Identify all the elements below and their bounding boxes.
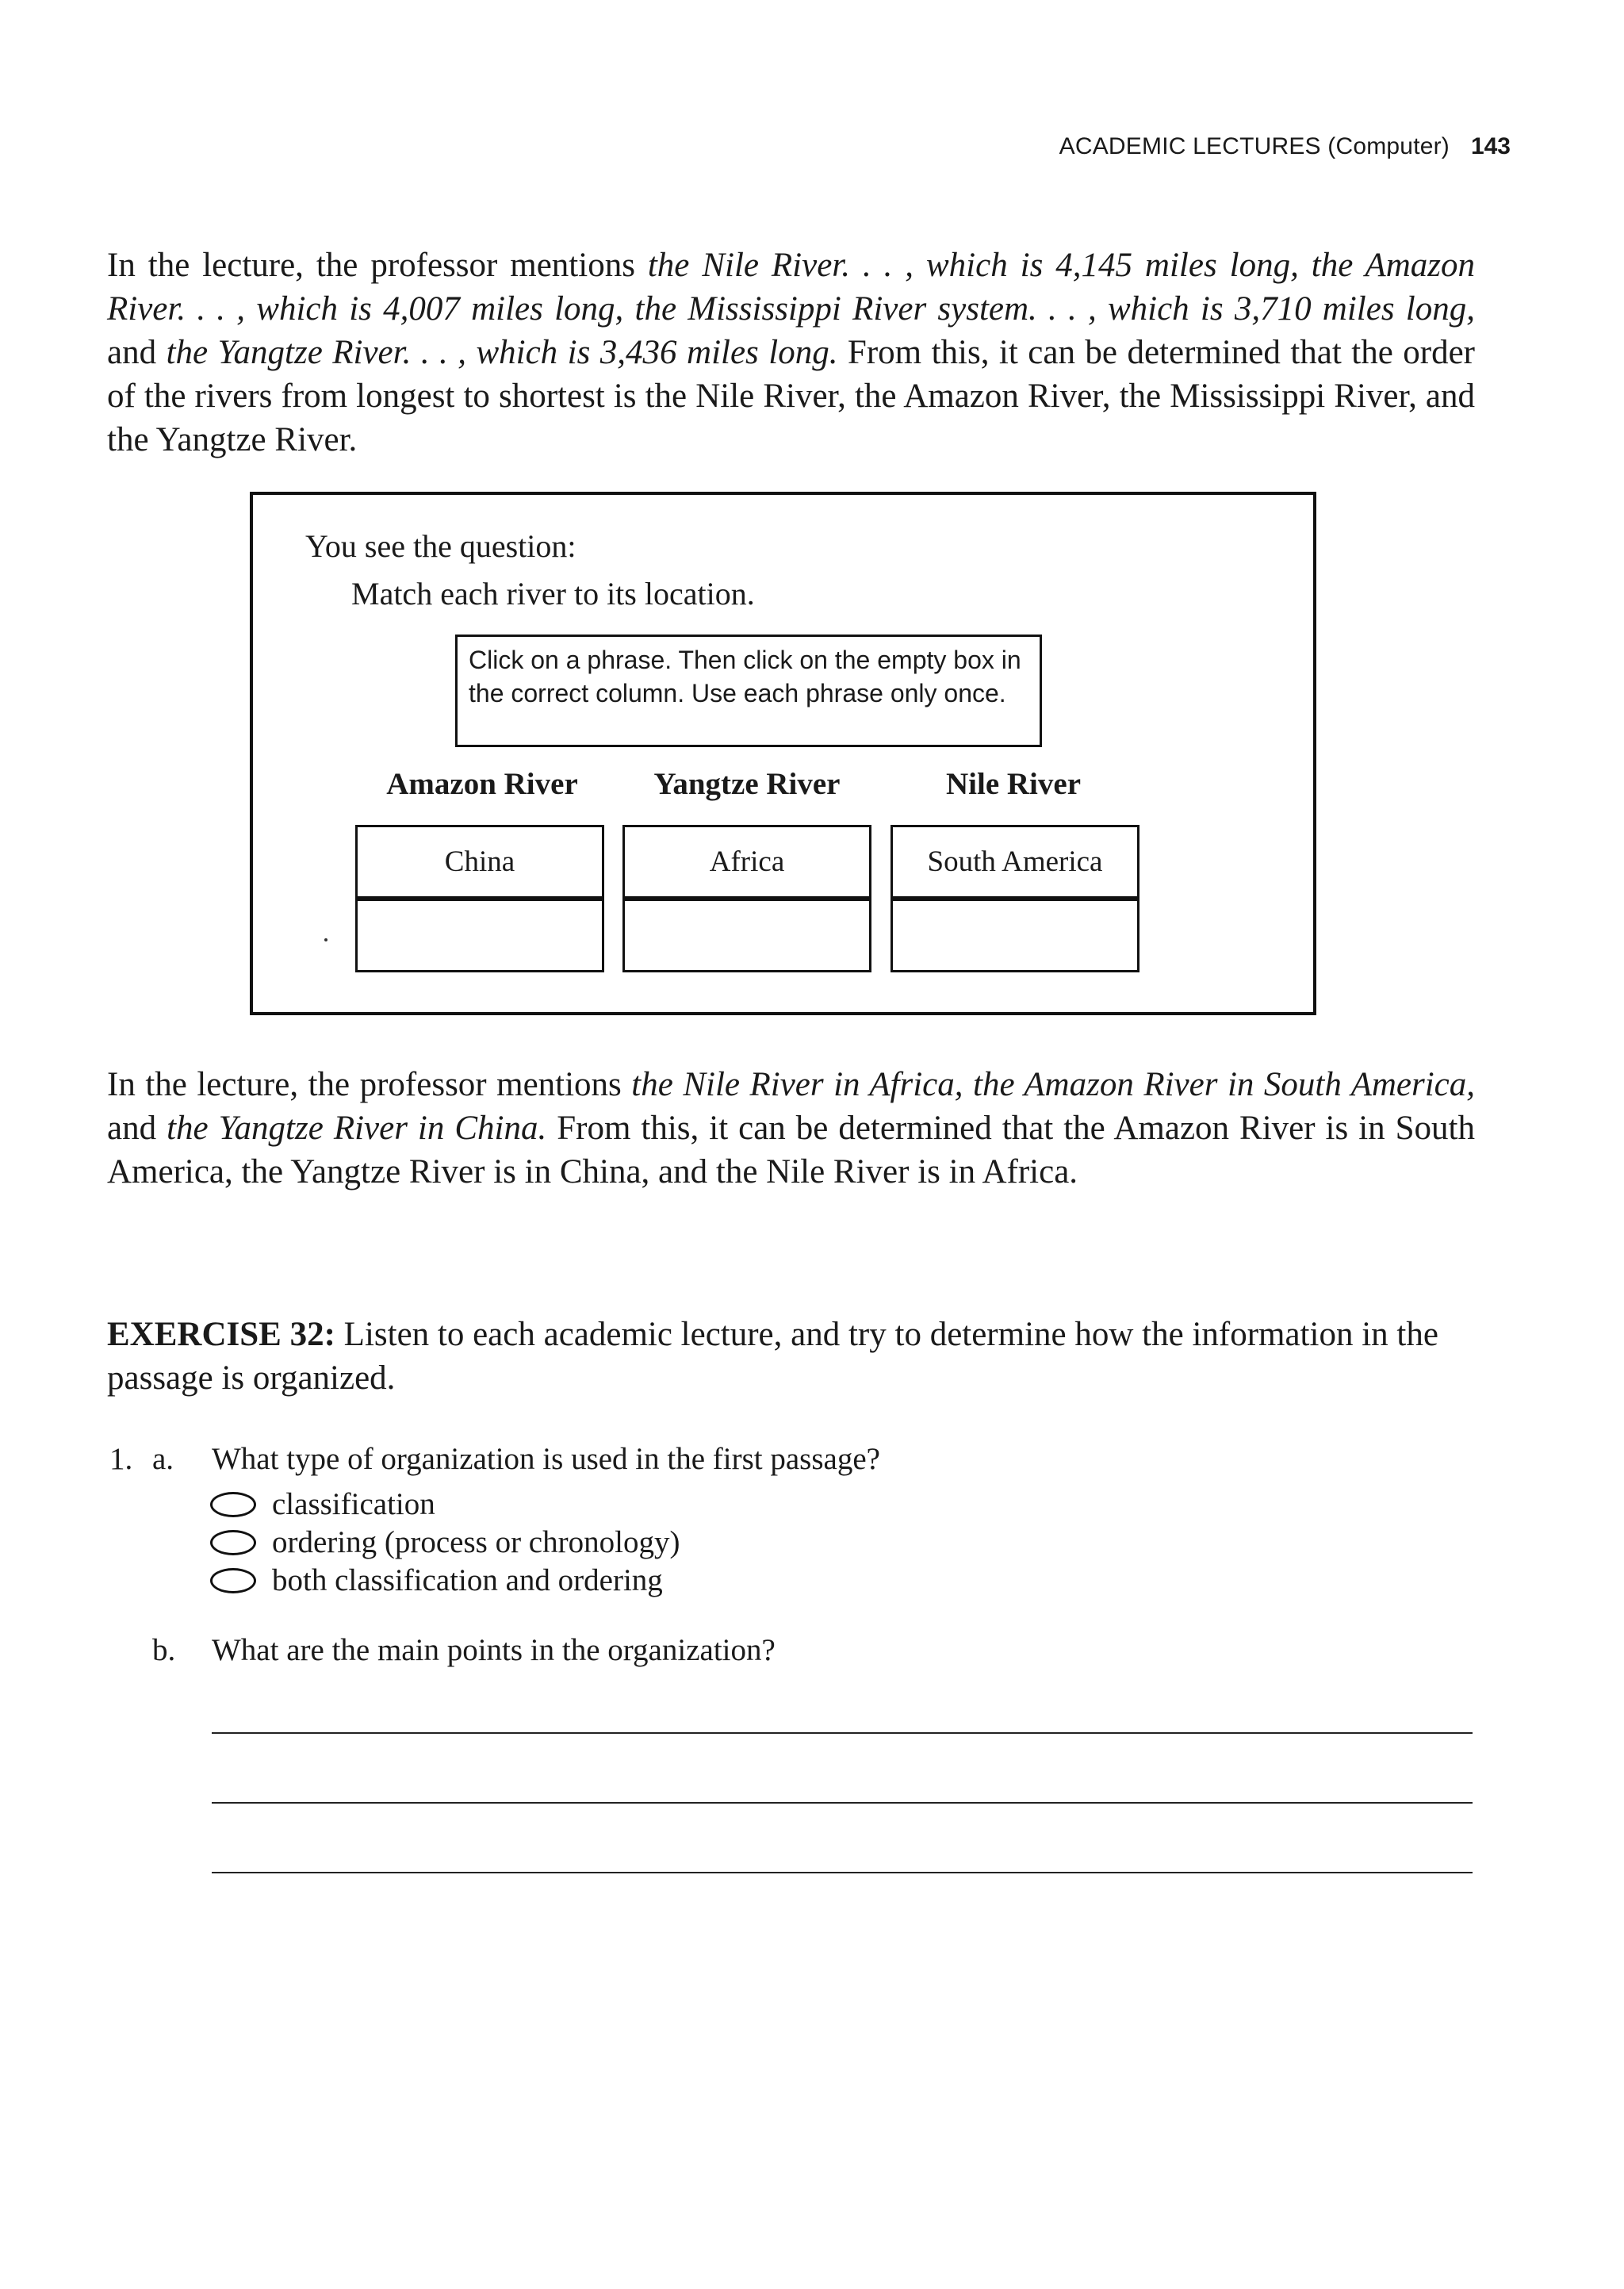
phrase-label: China [444,845,515,878]
phrase-label: South America [927,845,1103,878]
option-classification[interactable] [210,1486,435,1522]
para1-text-2: and [107,334,167,371]
question-number: 1. [109,1442,133,1476]
column-header-yangtze-river: Yangtze River [653,767,841,801]
lecture-explanation-paragraph-2 [107,1063,1475,1194]
answer-line[interactable] [212,1872,1473,1873]
radio-button[interactable] [210,1492,256,1517]
para1-text-3: From this, it can be determined that the order of the rivers from longest to shortest is the Nile River, the Amazon River, the Mississippi River, and the Yangtze River. [107,334,1476,458]
lecture-explanation-paragraph-1 [107,243,1475,462]
radio-button[interactable] [210,1530,256,1555]
page-number: 143 [1470,133,1511,159]
para2-text-2: and [107,1110,167,1147]
answer-box-amazon-river[interactable] [355,899,604,972]
para1-text-1: In the lecture, the professor mentions [107,247,648,284]
option-label: ordering (process or chronology) [272,1525,680,1559]
option-label: both classification and ordering [272,1563,663,1597]
radio-button[interactable] [210,1568,256,1593]
phrase-option-africa[interactable] [622,825,871,899]
print-speck [324,938,327,941]
answer-line[interactable] [212,1802,1473,1804]
option-both[interactable] [210,1562,663,1598]
para1-quote-2: the Yangtze River. . . , which is 3,436 miles long. [166,334,838,371]
phrase-label: Africa [709,845,785,878]
instruction-box: Click on a phrase. Then click on the empty box in the correct column. Use each phrase only once. [455,635,1042,747]
phrase-option-south-america[interactable] [891,825,1139,899]
para2-text-3: From this, it can be determined that the Amazon River is in South America, the Yangtze River is in China, and the Nile River is in Africa. [107,1110,1475,1191]
part-a-letter: a. [152,1442,174,1476]
question-intro: You see the question: [305,528,576,564]
phrase-option-china[interactable] [355,825,604,899]
answer-box-nile-river[interactable] [891,899,1139,972]
option-ordering[interactable] [210,1524,680,1560]
question-prompt: Match each river to its location. [351,576,755,612]
exercise-instructions [107,1313,1475,1400]
running-header-title: ACADEMIC LECTURES (Computer) [1059,133,1450,159]
answer-box-yangtze-river[interactable] [622,899,871,972]
para1-quote-1: the Nile River. . . , which is 4,145 miles long, the Amazon River. . . , which is 4,007 miles long, the Mississippi River system. . . , which is 3,710 miles long, [107,247,1475,328]
column-header-amazon-river: Amazon River [386,767,578,801]
exercise-text: Listen to each academic lecture, and try to determine how the information in the passage is organized. [107,1316,1438,1397]
exercise-label: EXERCISE 32: [107,1316,335,1353]
answer-line[interactable] [212,1732,1473,1734]
part-a-question: What type of organization is used in the first passage? [212,1442,880,1476]
para2-quote-2: the Yangtze River in China. [167,1110,547,1147]
column-header-nile-river: Nile River [945,767,1081,801]
para2-text-1: In the lecture, the professor mentions [107,1066,632,1103]
option-label: classification [272,1487,435,1521]
para2-quote-1: the Nile River in Africa, the Amazon River in South America, [631,1066,1475,1103]
part-b-letter: b. [152,1633,176,1667]
part-b-question: What are the main points in the organization? [212,1633,776,1667]
